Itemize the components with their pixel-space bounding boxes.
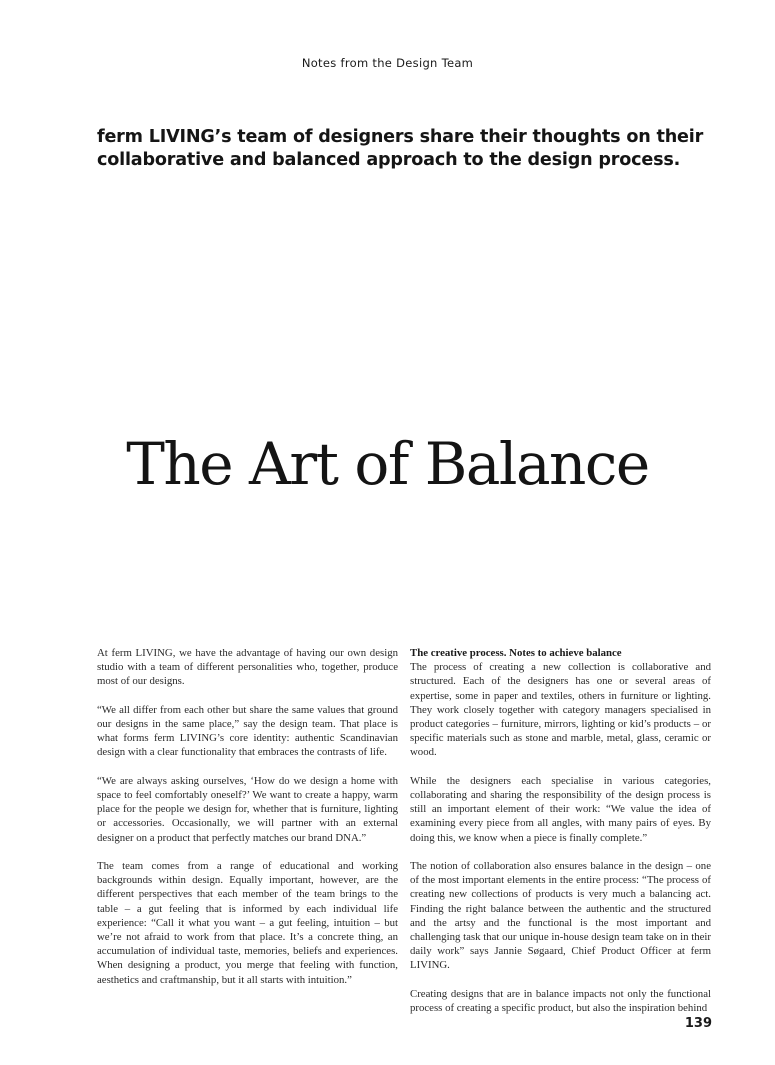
page-title: The Art of Balance	[126, 430, 649, 498]
intro-text: ferm LIVING’s team of designers share their thoughts on their collaborative and balanced approach to the design process.	[97, 127, 704, 170]
body-paragraph: The notion of collaboration also ensures balance in the design – one of the most important elements in the entire process: “The process of creating new collections of products is very much a balancing act. Finding the right balance between the authentic and the structured and the artsy and the functional is the most important and challenging task that our unique in-house design team take on in their daily work” says Jannie Søgaard, Chief Product Officer at ferm LIVING.	[410, 860, 711, 972]
body-paragraph: The process of creating a new collection is collaborative and structured. Each of the designers has one or several areas of expertise, some in paper and textiles, others in furniture or lighting. They work closely together with category managers specialised in product categories – furniture, mirrors, lighting or kid’s products – or specific materials such as stone and marble, metal, glass, ceramic or wood.	[410, 661, 711, 759]
body-paragraph: Creating designs that are in balance impacts not only the functional process of creating a specific product, but also the inspiration behind	[410, 987, 711, 1015]
body-paragraph: The team comes from a range of educational and working backgrounds within design. Equally important, however, are the different perspectives that each member of the team brings to the table – a gut feeling that is informed by each individual life experience: “Call it what you want – a gut feeling, intuition – but we’re not afraid to work from that place. It’s a concrete thing, an accumulation of individual taste, memories, beliefs and experiences. When designing a product, you merge that feeling with function, aesthetics and craftmanship, but it all starts with intuition.”	[97, 860, 398, 986]
right-column	[410, 646, 711, 1029]
body-paragraph: “We are always asking ourselves, ‘How do we design a home with space to feel comfortably oneself?’ We want to create a happy, warm place for the people we design for, whether that is furniture, lighting or accessories. Occasionally, we will partner with an external designer on a product that perfectly matches our brand DNA.”	[97, 774, 398, 844]
section-subheading: The creative process. Notes to achieve balance	[410, 647, 622, 659]
section-label: Notes from the Design Team	[301, 56, 474, 70]
body-paragraph: “We all differ from each other but share the same values that ground our designs in the same place,” say the design team. That place is what forms ferm LIVING’s core identity: authentic Scandinavian design with a clear functionality that embraces the contrasts of life.	[97, 703, 398, 759]
page-number: 139	[684, 1016, 712, 1031]
left-column	[97, 646, 398, 1001]
body-paragraph: At ferm LIVING, we have the advantage of having our own design studio with a team of different personalities who, together, produce most of our designs.	[97, 647, 398, 688]
body-paragraph: While the designers each specialise in various categories, collaborating and sharing the responsibility of the design process is still an important element of their work: “We value the idea of examining every piece from all angles, with many pairs of eyes. By doing this, we know when a piece is finally complete.”	[410, 774, 711, 844]
